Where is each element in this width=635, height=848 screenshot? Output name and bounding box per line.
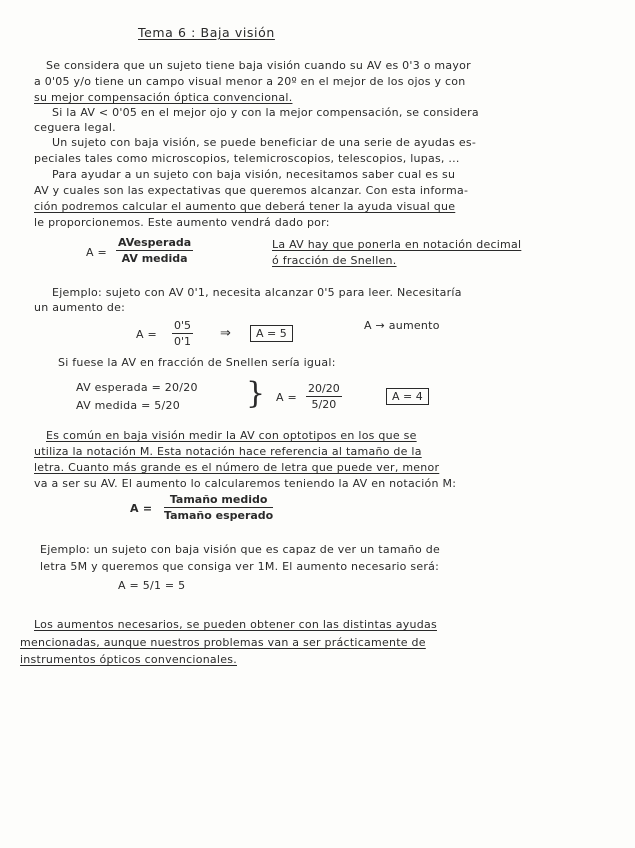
- formula-2-numerator: Tamaño medido: [164, 493, 273, 508]
- snellen-av-esperada: AV esperada = 20/20: [76, 381, 198, 394]
- snellen-result-box: A = 4: [386, 388, 429, 405]
- example-1-line-1: Ejemplo: sujeto con AV 0'1, necesita alcanzar 0'5 para leer. Necesitaría: [52, 286, 462, 299]
- paragraph-4-line-4: le proporcionemos. Este aumento vendrá dado por:: [34, 216, 330, 229]
- page-title: Tema 6 : Baja visión: [138, 25, 275, 40]
- example-1-result-box: A = 5: [250, 325, 293, 342]
- snellen-lhs: A =: [276, 391, 297, 404]
- paragraph-6-line-3: instrumentos ópticos convencionales.: [20, 653, 237, 666]
- curly-brace: }: [246, 376, 266, 411]
- paragraph-5-line-3: letra. Cuanto más grande es el número de letra que puede ver, menor: [34, 461, 440, 474]
- paragraph-2-line-2: ceguera legal.: [34, 121, 116, 134]
- formula-1-denominator: AV medida: [121, 252, 188, 265]
- paragraph-5-line-2: utiliza la notación M. Esta notación hace referencia al tamaño de la: [34, 445, 422, 458]
- snellen-av-medida: AV medida = 5/20: [76, 399, 180, 412]
- paragraph-5-line-4: va a ser su AV. El aumento lo calcularemos teniendo la AV en notación M:: [34, 477, 457, 490]
- example-1-line-2: un aumento de:: [34, 301, 126, 314]
- formula-1-lhs: A =: [86, 246, 107, 259]
- paragraph-6-line-2: mencionadas, aunque nuestros problemas van a ser prácticamente de: [20, 636, 426, 649]
- example-1-aside: A → aumento: [364, 319, 440, 332]
- example-1-numerator: 0'5: [174, 319, 192, 332]
- snellen-numerator: 20/20: [308, 382, 340, 395]
- snellen-intro: Si fuese la AV en fracción de Snellen sería igual:: [58, 356, 336, 369]
- formula-1-numerator: AVesperada: [118, 236, 192, 249]
- paragraph-6-line-1: Los aumentos necesarios, se pueden obtener con las distintas ayudas: [34, 618, 437, 631]
- paragraph-1-line-2: a 0'05 y/o tiene un campo visual menor a 20º en el mejor de los ojos y con: [34, 75, 466, 88]
- paragraph-4-line-1: Para ayudar a un sujeto con baja visión, necesitamos saber cual es su: [52, 168, 456, 181]
- example-1-arrow: ⇒: [220, 326, 232, 341]
- example-2-line-2: letra 5M y queremos que consiga ver 1M. El aumento necesario será:: [40, 560, 440, 573]
- paragraph-2-line-1: Si la AV < 0'05 en el mejor ojo y con la mejor compensación, se considera: [52, 106, 479, 119]
- example-1-denominator: 0'1: [174, 335, 192, 348]
- paragraph-4-line-3: ción podremos calcular el aumento que deberá tener la ayuda visual que: [34, 200, 456, 213]
- formula-1-note-line-2: ó fracción de Snellen.: [272, 254, 397, 267]
- snellen-denominator: 5/20: [311, 398, 337, 411]
- example-1-fraction: [172, 319, 193, 348]
- paragraph-1-line-3: su mejor compensación óptica convencional.: [34, 91, 293, 104]
- example-1-lhs: A =: [136, 328, 157, 341]
- formula-2-fraction: [164, 493, 273, 522]
- formula-1-fraction: [116, 236, 193, 265]
- formula-2-lhs: A =: [130, 502, 153, 515]
- snellen-fraction: [306, 382, 342, 411]
- paragraph-1-line-1: Se considera que un sujeto tiene baja visión cuando su AV es 0'3 o mayor: [46, 59, 471, 72]
- paragraph-5-line-1: Es común en baja visión medir la AV con optotipos en los que se: [46, 429, 417, 442]
- example-2-line-1: Ejemplo: un sujeto con baja visión que es capaz de ver un tamaño de: [40, 543, 440, 556]
- paragraph-3-line-1: Un sujeto con baja visión, se puede beneficiar de una serie de ayudas es-: [52, 136, 477, 149]
- paragraph-3-line-2: peciales tales como microscopios, telemicroscopios, telescopios, lupas, ...: [34, 152, 460, 165]
- paragraph-4-line-2: AV y cuales son las expectativas que queremos alcanzar. Con esta informa-: [34, 184, 469, 197]
- formula-2-denominator: Tamaño esperado: [164, 509, 274, 522]
- formula-1-note-line-1: La AV hay que ponerla en notación decimal: [272, 238, 522, 251]
- example-2-result: A = 5/1 = 5: [118, 579, 186, 592]
